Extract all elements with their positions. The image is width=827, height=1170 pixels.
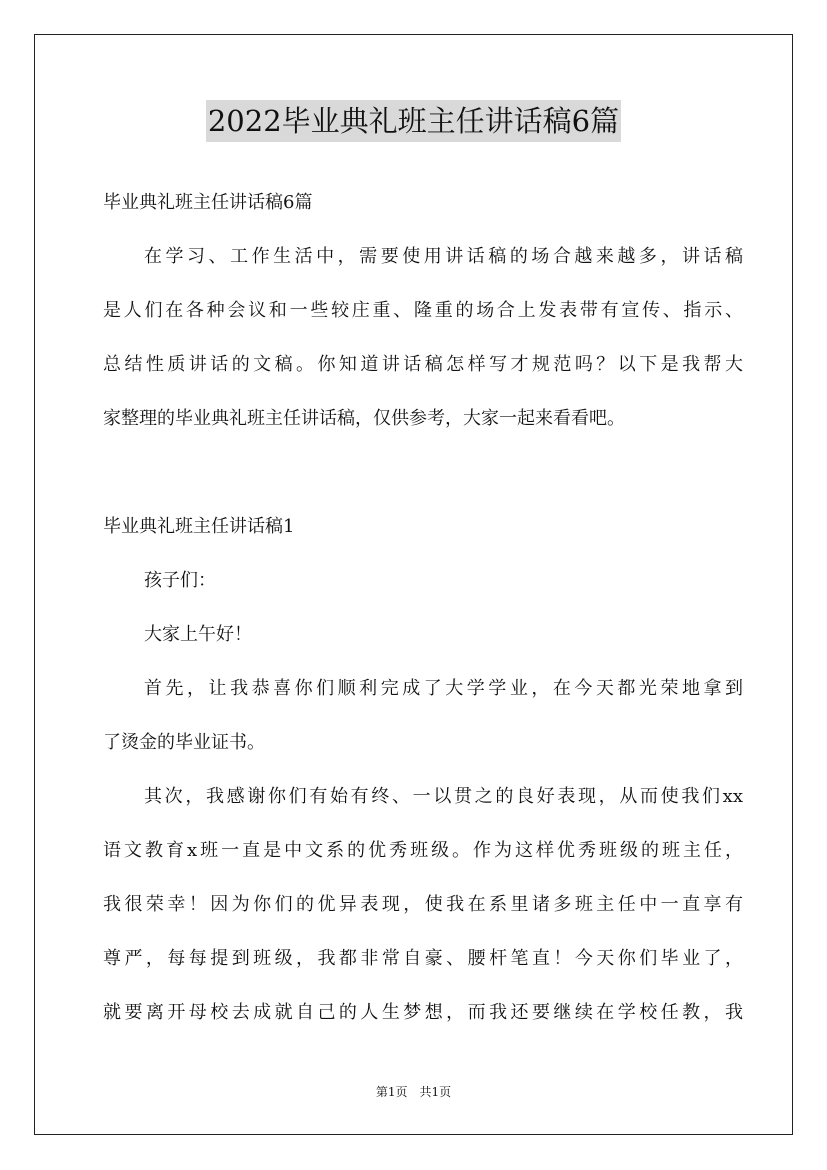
paragraph1-line-2: 了烫金的毕业证书。 <box>103 732 265 753</box>
intro-line-1: 在学习、工作生活中，需要使用讲话稿的场合越来越多，讲话稿 <box>144 246 743 267</box>
intro-line-3: 总结性质讲话的文稿。你知道讲话稿怎样写才规范吗？以下是我帮大 <box>103 354 743 375</box>
intro-line-4: 家整理的毕业典礼班主任讲话稿，仅供参考，大家一起来看看吧。 <box>103 408 625 429</box>
paragraph-gap <box>103 446 743 500</box>
document-title: 2022毕业典礼班主任讲话稿6篇 <box>206 100 621 142</box>
document-body <box>103 176 743 1040</box>
document-subtitle: 毕业典礼班主任讲话稿6篇 <box>103 192 313 213</box>
paragraph2-line-5: 就要离开母校去成就自己的人生梦想，而我还要继续在学校任教，我 <box>103 1002 743 1023</box>
paragraph2-line-4: 尊严，每每提到班级，我都非常自豪、腰杆笔直！今天你们毕业了， <box>103 948 743 969</box>
paragraph2-line-2: 语文教育x班一直是中文系的优秀班级。作为这样优秀班级的班主任， <box>103 840 743 861</box>
paragraph2-line-1: 其次，我感谢你们有始有终、一以贯之的良好表现，从而使我们xx <box>144 786 743 807</box>
paragraph2-line-3: 我很荣幸！因为你们的优异表现，使我在系里诸多班主任中一直享有 <box>103 894 743 915</box>
title-container <box>0 100 827 142</box>
section-heading: 毕业典礼班主任讲话稿1 <box>103 516 295 537</box>
salutation: 孩子们： <box>144 570 216 591</box>
page-footer: 第1页 共1页 <box>375 1085 452 1099</box>
greeting: 大家上午好！ <box>144 624 252 645</box>
paragraph1-line-1: 首先，让我恭喜你们顺利完成了大学学业，在今天都光荣地拿到 <box>144 678 743 699</box>
intro-line-2: 是人们在各种会议和一些较庄重、隆重的场合上发表带有宣传、指示、 <box>103 300 743 321</box>
